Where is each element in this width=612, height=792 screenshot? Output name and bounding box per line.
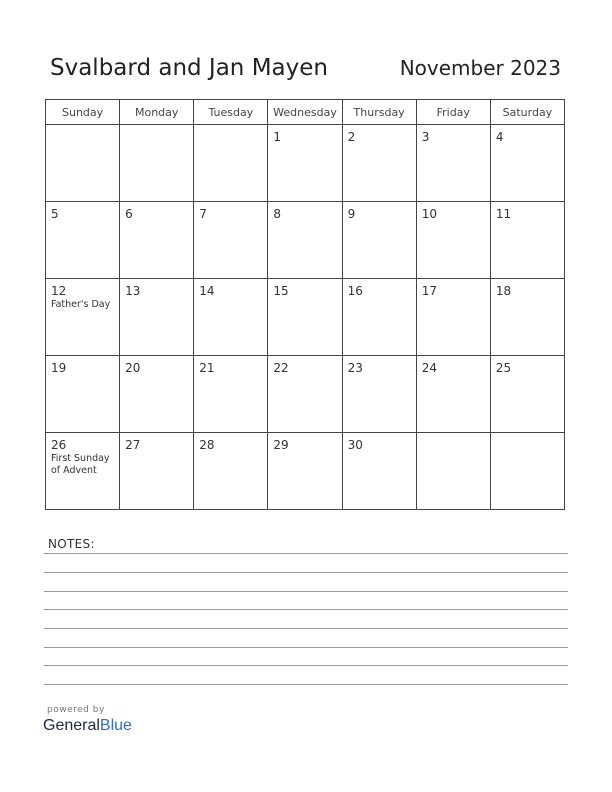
day-cell [46,433,120,510]
day-cell [268,433,342,510]
day-number: 27 [125,438,141,452]
weekday-header: Saturday [490,100,564,125]
day-number: 25 [495,361,512,375]
note-line [44,572,568,573]
weekday-header: Sunday [46,100,120,125]
weekday-header: Friday [416,100,490,125]
day-cell [268,125,342,202]
note-line [44,684,568,685]
day-cell [490,356,564,433]
day-number: 2 [347,130,356,144]
weekday-header-row [46,100,565,125]
day-cell [268,279,342,356]
holiday-label: Father's Day [51,299,111,310]
day-cell [194,279,268,356]
day-number: 1 [273,130,282,144]
region-title: Svalbard and Jan Mayen [50,55,328,81]
day-cell [490,433,564,510]
calendar-grid [45,99,565,510]
day-cell [268,356,342,433]
note-line [44,628,568,629]
day-number: 9 [347,207,356,221]
day-number: 30 [347,438,363,452]
day-cell [342,433,416,510]
day-number: 19 [51,361,67,375]
day-number: 26 [51,438,67,452]
brand-general: General [43,717,100,734]
powered-by-text: powered by [47,705,105,715]
day-cell [416,356,490,433]
day-cell [490,125,564,202]
notes-label: NOTES: [48,537,95,551]
day-number: 20 [125,361,141,375]
day-number: 6 [125,207,133,221]
day-cell [342,356,416,433]
day-cell [416,279,490,356]
day-number: 10 [421,207,437,221]
week-row [46,202,565,279]
day-cell [120,356,194,433]
weekday-header: Wednesday [268,100,342,125]
day-number: 22 [273,361,289,375]
day-cell [46,125,120,202]
day-number: 17 [421,284,437,298]
day-cell [342,279,416,356]
day-cell [416,202,490,279]
note-line [44,609,568,610]
day-number: 13 [125,284,141,298]
day-number: 8 [273,207,282,221]
month-year-title: November 2023 [399,56,561,80]
week-row [46,125,565,202]
day-cell [342,125,416,202]
holiday-label: First Sunday of Advent [51,453,110,476]
day-number: 4 [495,130,504,144]
weekday-header: Tuesday [194,100,268,125]
day-number: 5 [51,207,59,221]
week-row [46,356,565,433]
day-cell [46,202,120,279]
day-cell [490,202,564,279]
day-number: 23 [347,361,363,375]
brand-blue: Blue [99,717,132,734]
brand-logo [43,717,132,735]
day-cell [120,202,194,279]
day-cell [416,125,490,202]
day-cell [342,202,416,279]
note-line [44,591,568,592]
day-cell [194,125,268,202]
day-cell [120,433,194,510]
day-cell [268,202,342,279]
day-cell [120,279,194,356]
note-line [44,647,568,648]
day-number: 28 [199,438,215,452]
day-cell [490,279,564,356]
day-number: 3 [421,130,430,144]
weekday-header: Thursday [342,100,416,125]
day-cell [46,356,120,433]
day-number: 12 [51,284,67,298]
day-number: 18 [495,284,512,298]
note-line [44,665,568,666]
day-number: 16 [347,284,363,298]
day-cell [194,356,268,433]
week-row [46,433,565,510]
day-cell [194,433,268,510]
day-number: 14 [199,284,215,298]
day-cell [416,433,490,510]
day-number: 24 [421,361,437,375]
day-number: 29 [273,438,289,452]
day-number: 15 [273,284,289,298]
weekday-header: Monday [120,100,194,125]
note-line [44,553,568,554]
day-number: 7 [199,207,207,221]
day-cell [194,202,268,279]
week-row [46,279,565,356]
day-number: 11 [495,207,512,221]
day-cell [46,279,120,356]
day-number: 21 [199,361,215,375]
day-cell [120,125,194,202]
